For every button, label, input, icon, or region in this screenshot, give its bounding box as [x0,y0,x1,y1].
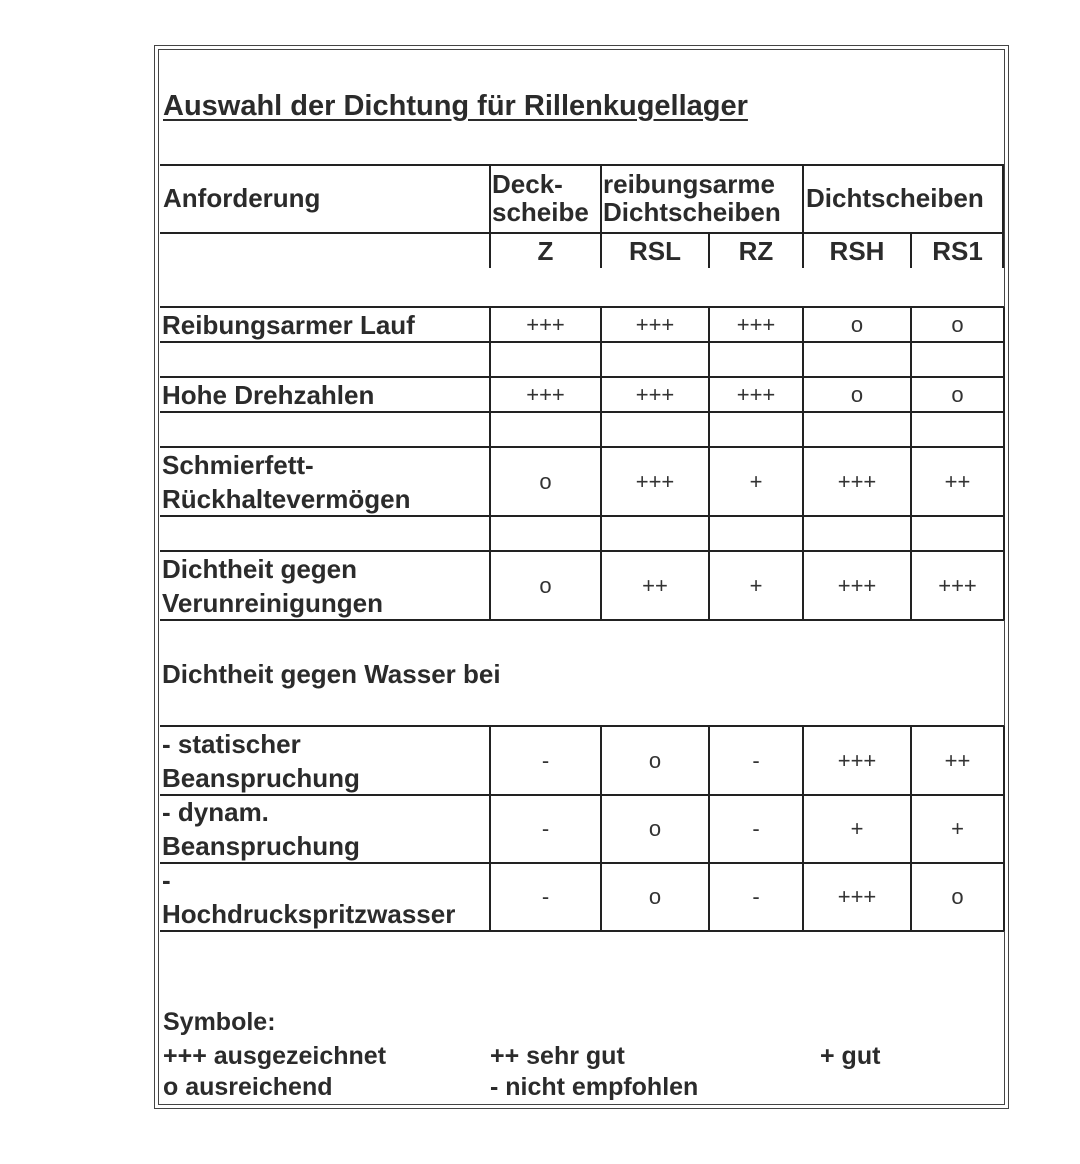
rating-cell: +++ [837,468,877,494]
rating-cell: +++ [635,311,675,337]
header-code: RZ [738,235,774,266]
header-requirement: Anforderung [163,183,321,213]
rating-cell: o [648,747,662,773]
rating-cell: +++ [526,311,565,337]
rating-cell: - [541,884,550,909]
legend-item: ++ sehr gut [490,1042,625,1070]
rating-cell: + [850,816,864,841]
row-label [162,795,360,863]
rating-cell: o [539,468,552,494]
rating-cell: +++ [837,572,877,598]
page-title: Auswahl der Dichtung für Rillenkugellager [163,90,748,122]
rating-cell: o [951,311,964,337]
row-label-text: Dichtheit gegen Verunreinigungen [162,553,384,618]
rating-cell: ++ [944,747,971,773]
legend-item: o ausreichend [163,1073,333,1101]
rating-cell: o [951,381,964,407]
rating-cell: - [752,884,760,909]
rating-cell: +++ [635,381,675,407]
row-label [162,377,374,412]
rating-cell: o [539,572,552,598]
row-label-text: - dynam. Beanspruchung [162,797,360,861]
rating-cell: o [850,381,864,407]
legend-item: + gut [820,1042,881,1070]
header-code: Z [537,235,554,266]
row-label-text: - statischer Beanspruchung [162,728,360,793]
legend-item: - nicht empfohlen [490,1073,699,1101]
header-code: RS1 [932,235,983,266]
legend-item: +++ ausgezeichnet [163,1042,387,1070]
row-label [162,863,455,931]
rating-cell: +++ [938,572,977,598]
rating-cell: - [541,816,550,841]
rating-cell: + [951,816,964,841]
rating-cell: o [648,816,662,841]
rating-cell: o [648,884,662,909]
row-label-text: - Hochdruckspritzwasser [162,865,456,929]
rating-cell: +++ [736,381,776,407]
rating-cell: +++ [526,381,565,407]
header-group-dichtscheiben: Dichtscheiben [806,183,984,213]
grid-line [160,164,1004,166]
header-group-deckscheibe: Deck- scheibe [492,169,589,227]
row-label-text: Hohe Drehzahlen [162,379,375,410]
rating-cell: + [749,572,763,598]
rating-cell: - [752,816,760,841]
row-label [162,447,411,516]
rating-cell: + [749,468,763,494]
rating-cell: o [850,311,864,337]
rating-cell: ++ [944,468,971,494]
header-code: RSH [829,235,885,266]
row-label-text: Reibungsarmer Lauf [162,309,415,340]
water-section-heading: Dichtheit gegen Wasser bei [162,659,501,689]
rating-cell: - [752,747,760,773]
rating-cell: ++ [642,572,668,598]
rating-cell: +++ [635,468,675,494]
header-group-reibungsarm: reibungsarme Dichtscheiben [603,169,781,227]
rating-cell: +++ [837,747,877,773]
row-label [162,726,360,795]
rating-cell: +++ [837,884,877,909]
legend-title: Symbole: [163,1008,276,1036]
header-code: RSL [629,235,681,266]
row-label [162,307,415,342]
rating-cell: o [951,884,964,909]
row-label [162,551,383,620]
rating-cell: - [541,747,550,773]
rating-cell: +++ [736,311,776,337]
row-label-text: Schmierfett- Rückhaltevermögen [162,449,411,514]
